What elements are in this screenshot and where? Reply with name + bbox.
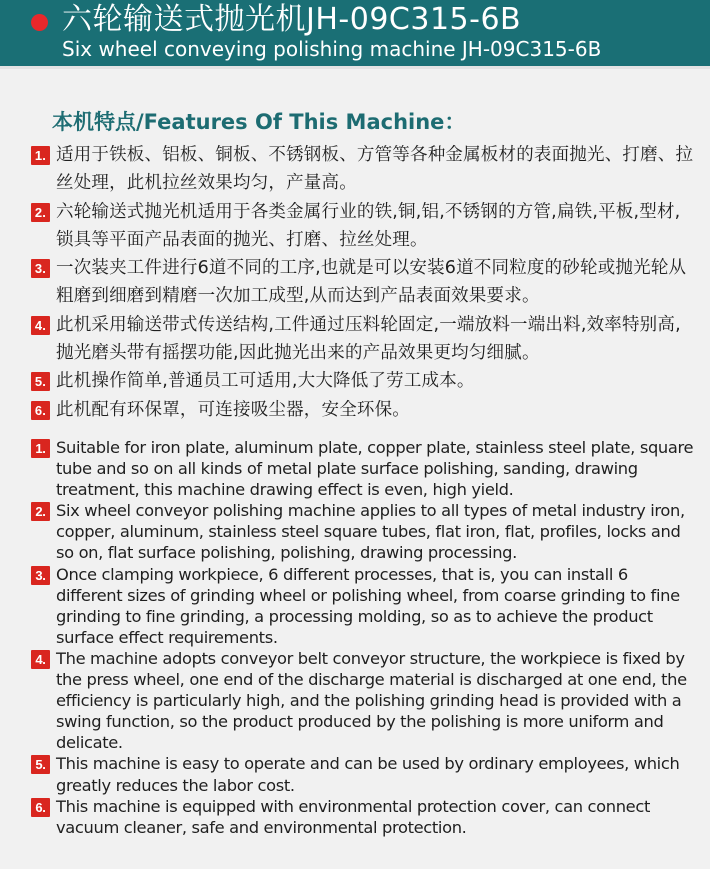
feature-text: The machine adopts conveyor belt conveyor structure, the workpiece is fixed by the press wheel, one end of the discharge material is discharged at one end, the efficiency is particularly high, and the polishing grinding head is provided with a swing function, so the product produced by the polishing is more uniform and delicate. — [56, 648, 687, 753]
number-badge: 6. — [31, 401, 50, 420]
features-list-en — [31, 437, 696, 838]
feature-text: This machine is easy to operate and can be used by ordinary employees, which greatly reduces the labor cost. — [56, 754, 680, 795]
number-badge: 4. — [31, 650, 50, 669]
list-item — [31, 500, 696, 563]
list-item — [31, 367, 696, 395]
feature-text: 此机操作简单,普通员工可适用,大大降低了劳工成本。 — [56, 371, 475, 392]
list-item — [31, 648, 696, 753]
number-badge: 2. — [31, 502, 50, 521]
list-item — [31, 796, 696, 838]
feature-text: 一次装夹工件进行6道不同的工序,也就是可以安装6道不同粒度的砂轮或抛光轮从粗磨到细磨到精磨一次加工成型,从而达到产品表面效果要求。 — [56, 258, 687, 307]
header-banner — [0, 0, 710, 66]
header-divider — [0, 66, 710, 69]
list-item — [31, 311, 696, 368]
red-dot-icon — [31, 14, 48, 31]
feature-text: This machine is equipped with environmental protection cover, can connect vacuum cleaner, safe and environmental protection. — [56, 796, 650, 837]
list-item — [31, 396, 696, 424]
features-list-cn — [31, 141, 696, 424]
list-item — [31, 753, 696, 795]
feature-text: Suitable for iron plate, aluminum plate, copper plate, stainless steel plate, square tube and so on all kinds of metal plate surface polishing, sanding, drawing treatment, this machine drawing effect is even, high yield. — [56, 438, 694, 500]
feature-text: 六轮输送式抛光机适用于各类金属行业的铁,铜,铝,不锈钢的方管,扁铁,平板,型材,锁具等平面产品表面的抛光、打磨、拉丝处理。 — [56, 201, 681, 250]
list-item — [31, 141, 696, 198]
list-item — [31, 564, 696, 648]
number-badge: 5. — [31, 372, 50, 391]
feature-text: Once clamping workpiece, 6 different processes, that is, you can install 6 different sizes of grinding wheel or polishing wheel, from coarse grinding to fine grinding to fine grinding, a processing molding, so as to achieve the product surface effect requirements. — [56, 564, 680, 647]
list-item — [31, 198, 696, 255]
page-title-cn: 六轮输送式抛光机JH-09C315-6B — [62, 2, 522, 37]
feature-text: 适用于铁板、铝板、铜板、不锈钢板、方管等各种金属板材的表面抛光、打磨、拉丝处理，此机拉丝效果均匀，产量高。 — [56, 145, 694, 194]
number-badge: 3. — [31, 259, 50, 278]
number-badge: 1. — [31, 146, 50, 165]
number-badge: 6. — [31, 798, 50, 817]
list-item — [31, 254, 696, 311]
number-badge: 1. — [31, 439, 50, 458]
feature-text: 此机采用输送带式传送结构,工件通过压料轮固定,一端放料一端出料,效率特别高,抛光磨头带有摇摆功能,因此抛光出来的产品效果更均匀细腻。 — [56, 314, 681, 364]
number-badge: 5. — [31, 755, 50, 774]
features-title: 本机特点/Features Of This Machine： — [52, 110, 466, 134]
number-badge: 4. — [31, 316, 50, 335]
number-badge: 2. — [31, 203, 50, 222]
feature-text: 此机配有环保罩，可连接吸尘器，安全环保。 — [56, 399, 410, 420]
feature-text: Six wheel conveyor polishing machine applies to all types of metal industry iron, copper, aluminum, stainless steel square tubes, flat iron, flat, profiles, locks and so on, flat surface polishing, polishing, drawing processing. — [56, 501, 685, 563]
number-badge: 3. — [31, 566, 50, 585]
list-item — [31, 437, 696, 500]
page-title-en: Six wheel conveying polishing machine JH-09C315-6B — [62, 37, 602, 61]
